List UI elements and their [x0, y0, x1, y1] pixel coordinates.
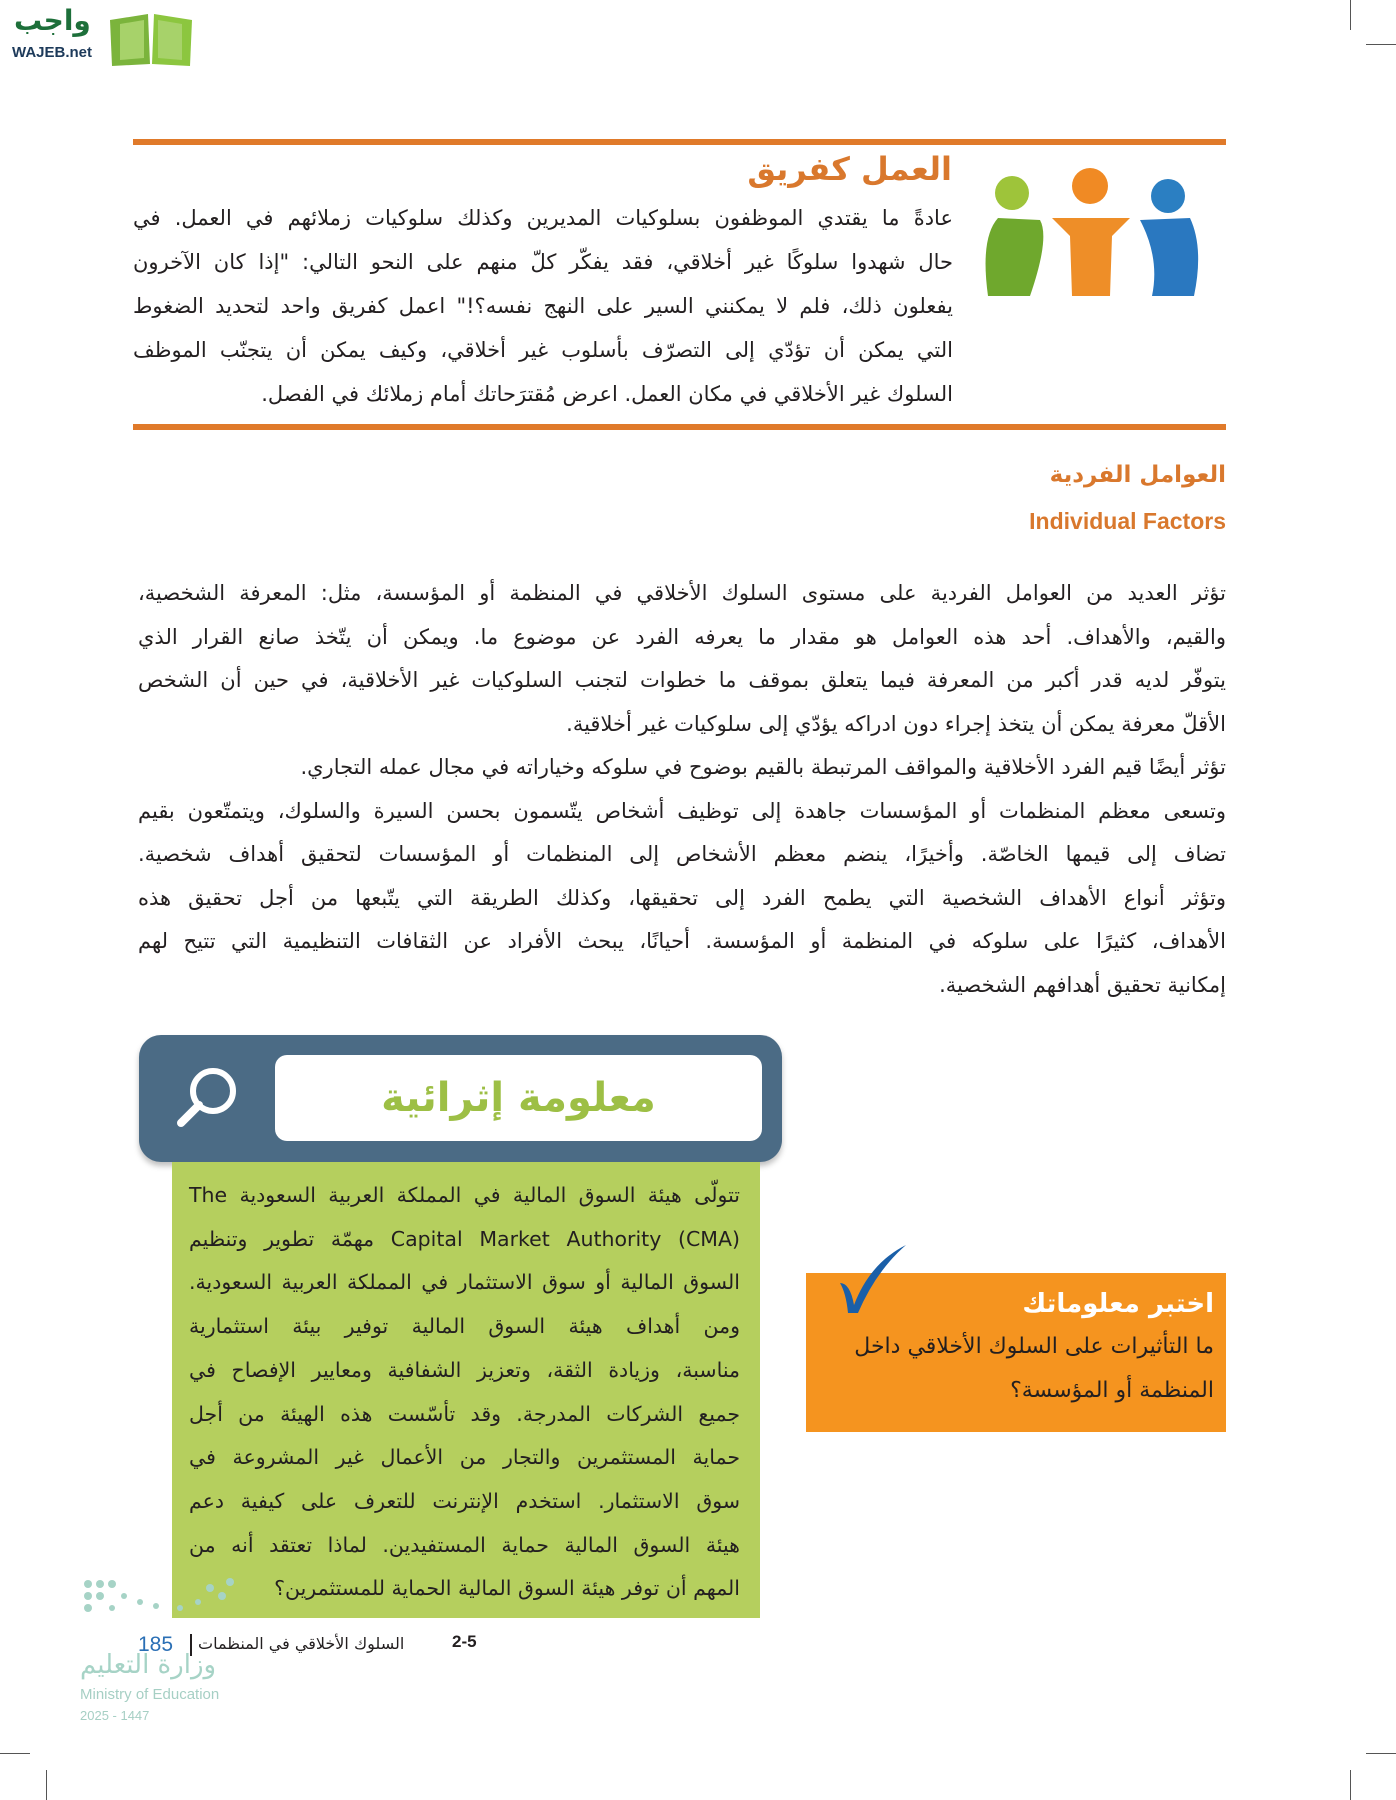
text-line: ومن أهداف هيئة السوق المالية توفير بيئة استثمارية [189, 1314, 740, 1339]
quiz-question-line: ما التأثيرات على السلوك الأخلاقي داخل [854, 1334, 1214, 1359]
enrichment-header [139, 1035, 782, 1162]
team-people-icon [980, 168, 1202, 298]
text-line: يتوفّر لديه قدر أكبر من المعرفة فيما يتعلق بموقف ما خطوات لتجنب السلوكيات غير الأخلاقية، في حين أن الشخص [138, 668, 1226, 692]
crop-mark [1366, 44, 1396, 45]
page-number: 185 [138, 1633, 174, 1656]
text-line: جميع الشركات المدرجة. وقد تأسّست هذه الهيئة من أجل [189, 1401, 740, 1426]
ministry-name-arabic: وزارة التعليم [80, 1650, 217, 1680]
text-line: Capital Market Authority (CMA) مهمّة تطوير وتنظيم [189, 1226, 740, 1251]
text-line: تؤثر أيضًا قيم الفرد الأخلاقية والمواقف المرتبطة بالقيم بوضوح في سلوكه وخياراته في مجال عمله التجاري. [300, 755, 1226, 779]
team-box-title: العمل كفريق [747, 150, 952, 188]
crop-mark [0, 1753, 30, 1754]
section-title-arabic: العوامل الفردية [1049, 462, 1226, 488]
text-line: تتولّى هيئة السوق المالية في المملكة العربية السعودية The [189, 1183, 740, 1207]
quiz-question-line: المنظمة أو المؤسسة؟ [1010, 1378, 1214, 1403]
section-title-english: Individual Factors [1029, 508, 1226, 534]
crop-mark [46, 1770, 47, 1800]
text-line: سوق الاستثمار. استخدم الإنترنت للتعرف على كيفية دعم [189, 1488, 740, 1513]
text-line: الأقلّ معرفة يمكن أن يتخذ إجراء دون ادراكه يؤدّي إلى سلوكيات غير أخلاقية. [566, 711, 1226, 736]
text-line: وتسعى معظم المنظمات أو المؤسسات جاهدة إلى توظيف أشخاص يتّسمون بحسن السيرة والسلوك، ويتمتّعون بقيم [138, 798, 1226, 823]
ministry-year: 2025 - 1447 [80, 1708, 150, 1723]
checkmark-icon [836, 1243, 908, 1315]
text-line: يفعلون ذلك، فلم لا يمكنني السير على النهج نفسه؟!" اعمل كفريق واحد لتحديد الضغوط [133, 294, 953, 318]
ministry-name-english: Ministry of Education [80, 1686, 220, 1703]
footer-section: 2-5 [452, 1632, 477, 1651]
enrichment-body [172, 1162, 760, 1618]
text-line: المهم أن توفر هيئة السوق المالية الحماية للمستثمرين؟ [274, 1576, 740, 1601]
crop-mark [1366, 1753, 1396, 1754]
ministry-dots-icon [80, 1578, 250, 1618]
wajeb-logo [8, 4, 188, 66]
text-line: والقيم، والأهداف. أحد هذه العوامل هو مقدار ما يعرفه الفرد عن موضوع ما. ويمكن أن يتّخذ صانع القرار الذي [138, 624, 1226, 649]
text-line: تؤثر العديد من العوامل الفردية على مستوى السلوك الأخلاقي في المنظمة أو المؤسسة، مثل: المعرفة الشخصية، [138, 581, 1226, 605]
team-box-text [133, 196, 953, 416]
text-line: هيئة السوق المالية حماية المستفيدين. لماذا تعتقد أنه من [189, 1532, 740, 1557]
magnifier-icon [175, 1065, 239, 1129]
text-line: السلوك غير الأخلاقي في مكان العمل. اعرض مُقترَحاتك أمام زملائك في الفصل. [261, 382, 953, 406]
text-line: إمكانية تحقيق أهدافهم الشخصية. [939, 972, 1226, 997]
enrichment-title: معلومة إثرائية [381, 1075, 656, 1121]
section-body [138, 572, 1226, 1007]
logo-arabic: واجب [14, 4, 91, 37]
text-line: عادةً ما يقتدي الموظفون بسلوكيات المديرين وكذلك سلوكيات زملائهم في العمل. في [133, 206, 953, 230]
logo-latin: WAJEB.net [12, 44, 93, 61]
text-line: الأهداف، كثيرًا على سلوكه في المنظمة أو المؤسسة. أحيانًا، يبحث الأفراد عن الثقافات التنظيمية التي تتيح لهم [138, 929, 1226, 953]
text-line: تضاف إلى قيمها الخاصّة. وأخيرًا، ينضم معظم الأشخاص إلى المنظمات أو المؤسسات لتحقيق أهداف شخصية. [138, 842, 1226, 866]
footer-chapter: السلوك الأخلاقي في المنظمات [198, 1634, 405, 1653]
divider-top [133, 139, 1226, 145]
divider-bottom [133, 424, 1226, 430]
text-line: حال شهدوا سلوكًا غير أخلاقي، فقد يفكّر كلّ منهم على النحو التالي: "إذا كان الآخرون [133, 250, 953, 274]
crop-mark [1350, 0, 1351, 30]
text-line: وتؤثر أنواع الأهداف الشخصية التي يطمح الفرد إلى تحقيقها، وكذلك الطريقة التي يتّبعها من أجل تحقيق هذه [138, 885, 1226, 910]
crop-mark [1350, 1770, 1351, 1800]
quiz-title: اختبر معلوماتك [1022, 1289, 1214, 1319]
book-icon [106, 6, 196, 66]
text-line: التي يمكن أن تؤدّي إلى التصرّف بأسلوب غير أخلاقي، وكيف يمكن أن يتجنّب الموظف [133, 338, 953, 362]
text-line: مناسبة، وزيادة الثقة، وتعزيز الشفافية ومعايير الإفصاح في [189, 1357, 740, 1382]
text-line: السوق المالية أو سوق الاستثمار في المملكة العربية السعودية. [189, 1270, 740, 1295]
text-line: حماية المستثمرين والتجار من الأعمال غير المشروعة في [189, 1445, 740, 1470]
